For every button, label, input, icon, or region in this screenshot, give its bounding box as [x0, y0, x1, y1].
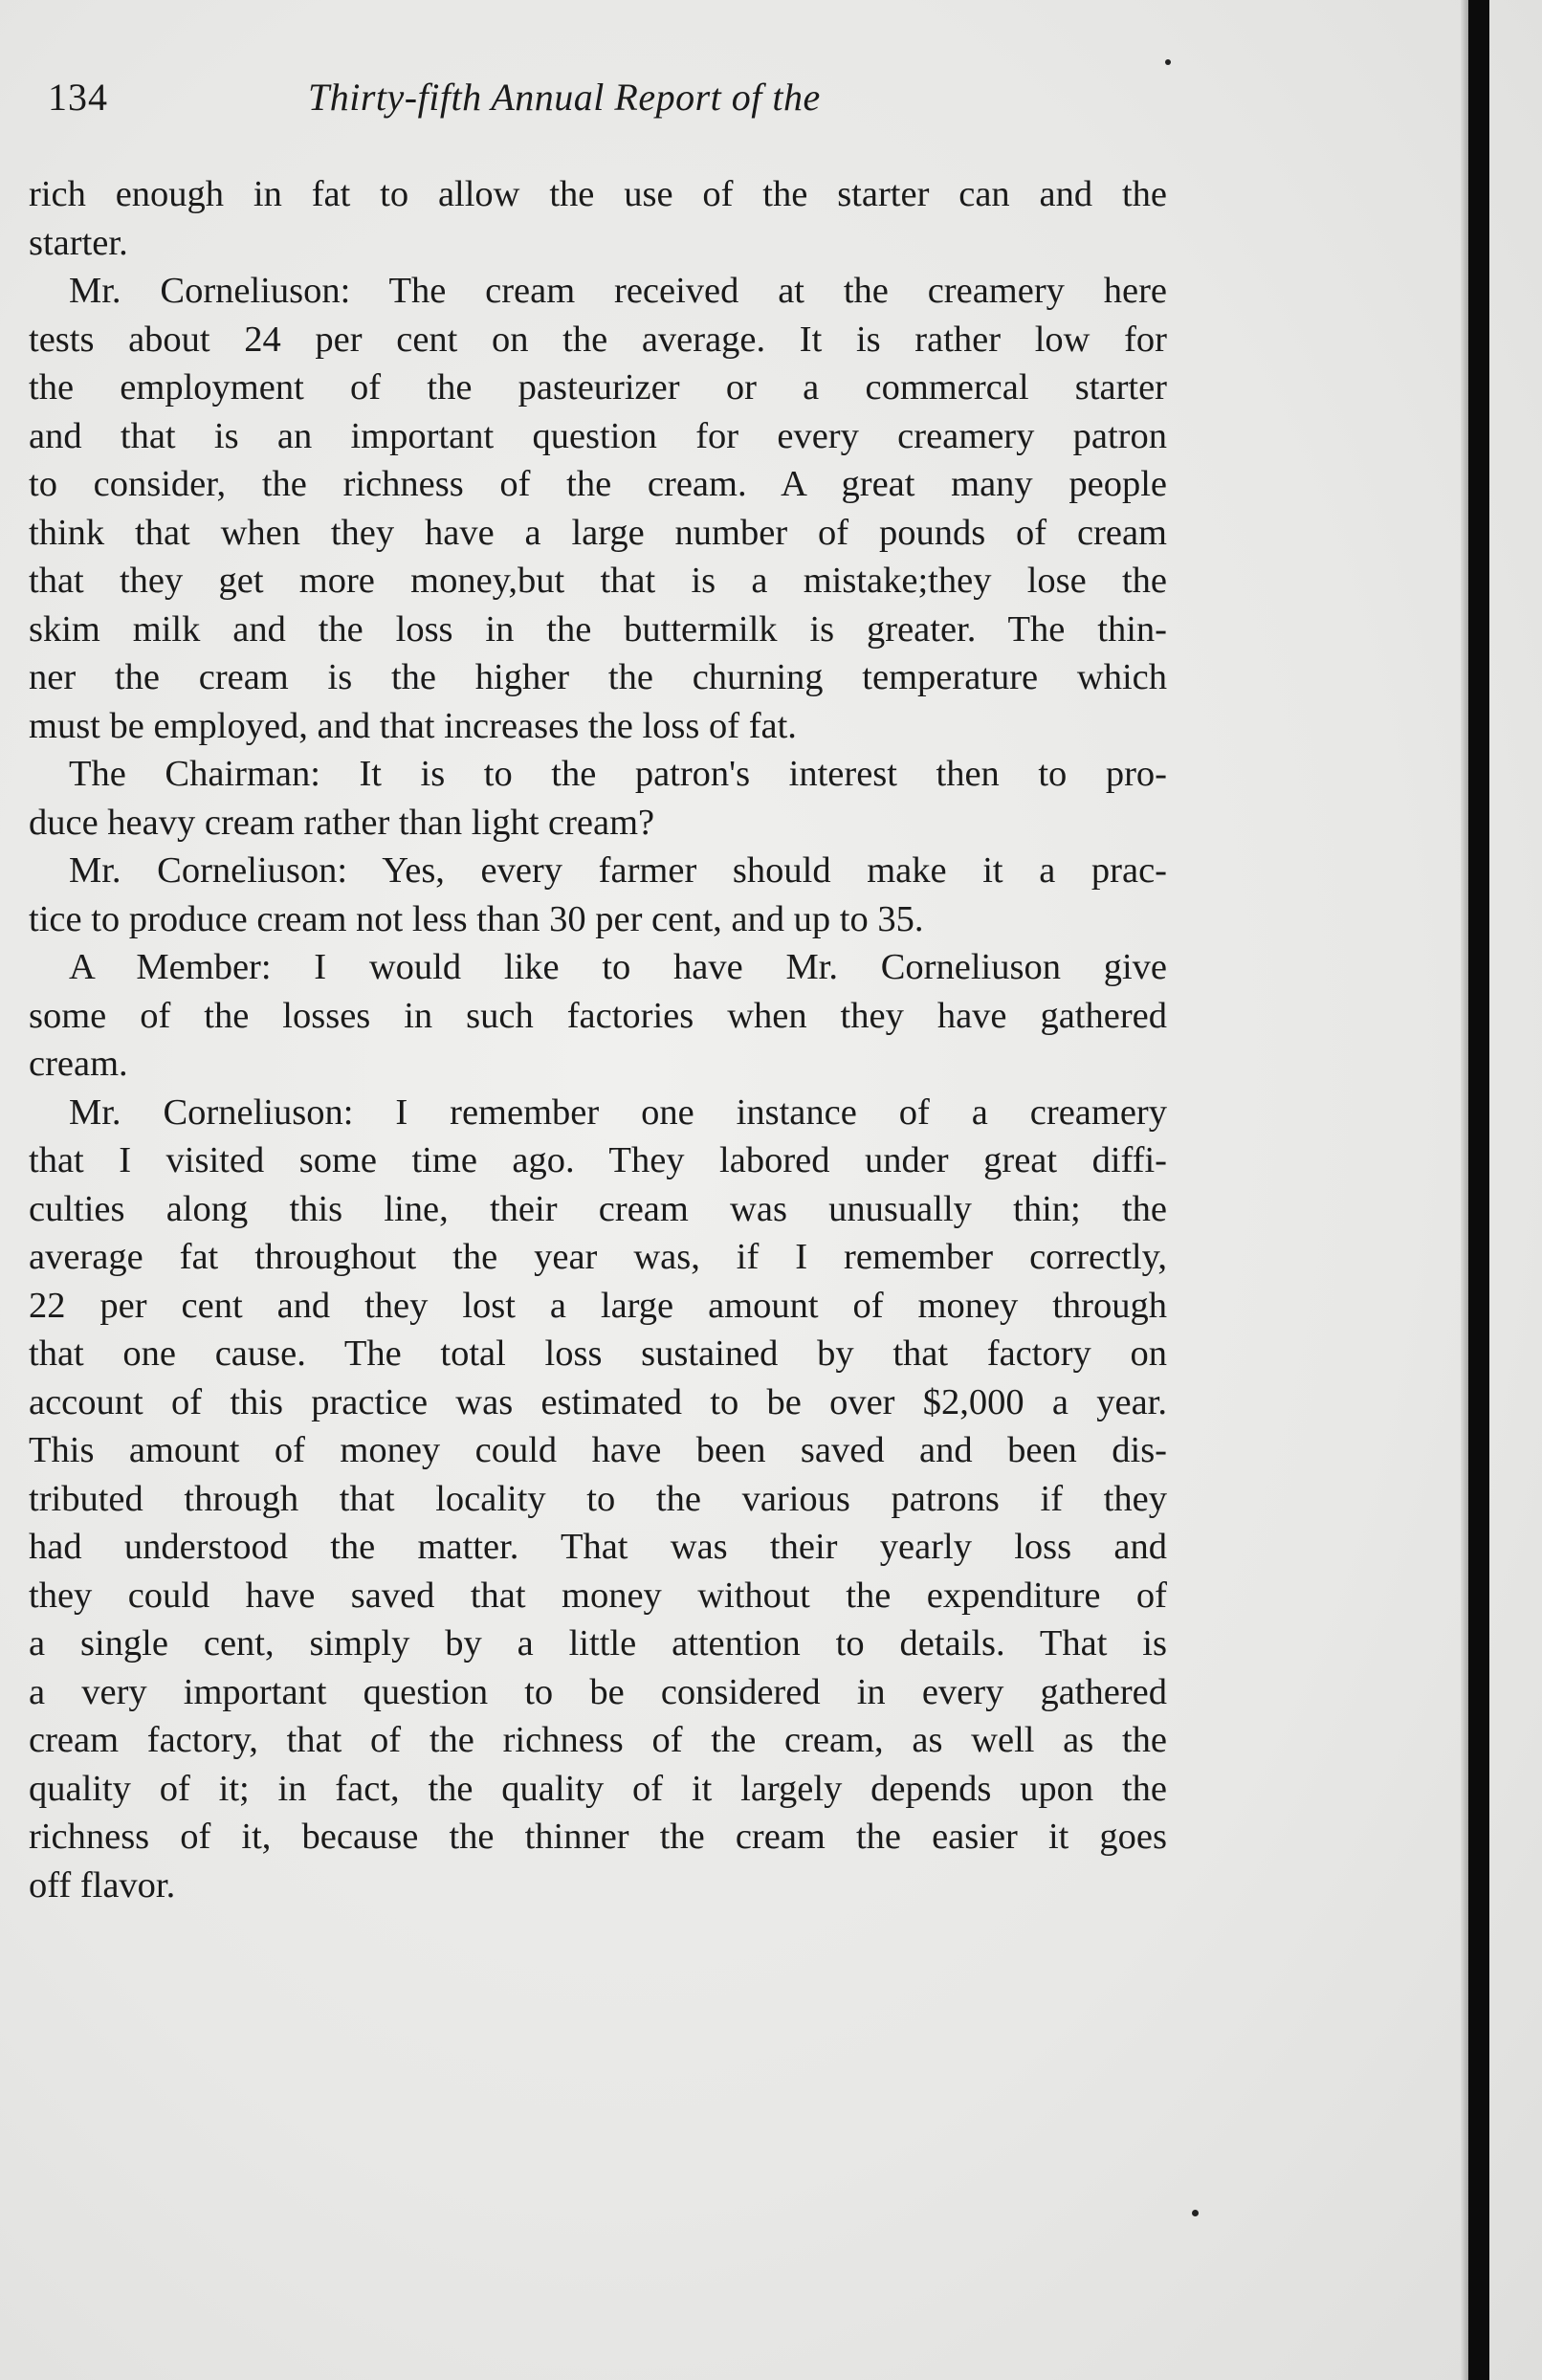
text-line: tributed through that locality to the various patrons if they	[29, 1478, 1167, 1519]
paragraph	[29, 943, 1167, 1089]
text-line: duce heavy cream rather than light cream?	[29, 802, 655, 843]
running-head: Thirty-fifth Annual Report of the	[308, 76, 821, 119]
text-line: a single cent, simply by a little attention to details. That is	[29, 1623, 1167, 1664]
text-line: Mr. Corneliuson: Yes, every farmer should make it a prac-	[69, 850, 1167, 891]
text-line: tice to produce cream not less than 30 per cent, and up to 35.	[29, 898, 924, 939]
print-speck	[1165, 59, 1171, 65]
text-line: average fat throughout the year was, if I remember correctly,	[29, 1237, 1167, 1277]
book-spine-edge	[1468, 0, 1489, 2380]
text-line: off flavor.	[29, 1864, 176, 1906]
text-line: that one cause. The total loss sustained by that factory on	[29, 1333, 1167, 1374]
body-text	[29, 170, 1167, 1909]
page-gutter-shadow	[1461, 0, 1468, 2380]
text-line: skim milk and the loss in the buttermilk is greater. The thin-	[29, 608, 1167, 650]
text-line: A Member: I would like to have Mr. Corneliuson give	[69, 947, 1167, 987]
text-line: some of the losses in such factories when they have gathered	[29, 995, 1167, 1036]
paragraph	[29, 170, 1167, 267]
text-line: and that is an important question for every creamery patron	[29, 415, 1167, 456]
text-line: culties along this line, their cream was unusually thin; the	[29, 1188, 1167, 1229]
text-line: cream factory, that of the richness of the cream, as well as the	[29, 1720, 1167, 1760]
text-line: Mr. Corneliuson: The cream received at the creamery here	[69, 271, 1167, 311]
text-line: ner the cream is the higher the churning temperature which	[29, 657, 1167, 697]
text-line: must be employed, and that increases the loss of fat.	[29, 705, 797, 746]
text-line: quality of it; in fact, the quality of it largely depends upon the	[29, 1768, 1167, 1809]
paragraph	[29, 267, 1167, 750]
text-line: cream.	[29, 1044, 128, 1084]
text-line: they could have saved that money without the expenditure of	[29, 1575, 1167, 1616]
text-line: to consider, the richness of the cream. A great many people	[29, 464, 1167, 504]
text-line: The Chairman: It is to the patron's interest then to pro-	[69, 754, 1167, 794]
print-speck	[1192, 2210, 1199, 2216]
text-line: the employment of the pasteurizer or a commercal starter	[29, 367, 1167, 408]
text-line: rich enough in fat to allow the use of the starter can and the	[29, 174, 1167, 214]
text-line: had understood the matter. That was their yearly loss and	[29, 1527, 1167, 1567]
page-header	[48, 75, 947, 151]
text-line: a very important question to be considered in every gathered	[29, 1671, 1167, 1712]
text-line: 22 per cent and they lost a large amount of money through	[29, 1285, 1167, 1326]
text-line: that they get more money,but that is a mistake;they lose the	[29, 561, 1167, 601]
paragraph	[29, 847, 1167, 943]
text-line: that I visited some time ago. They labored under great diffi-	[29, 1140, 1167, 1180]
text-line: richness of it, because the thinner the cream the easier it goes	[29, 1817, 1167, 1857]
text-line: tests about 24 per cent on the average. It is rather low for	[29, 319, 1167, 360]
text-line: account of this practice was estimated to be over $2,000 a year.	[29, 1381, 1167, 1422]
paragraph	[29, 1089, 1167, 1910]
paragraph	[29, 750, 1167, 847]
text-line: Mr. Corneliuson: I remember one instance of a creamery	[69, 1091, 1167, 1133]
text-line: starter.	[29, 222, 128, 263]
page-number: 134	[48, 76, 108, 119]
text-line: This amount of money could have been saved and been dis-	[29, 1430, 1167, 1470]
text-line: think that when they have a large number of pounds of cream	[29, 512, 1167, 553]
